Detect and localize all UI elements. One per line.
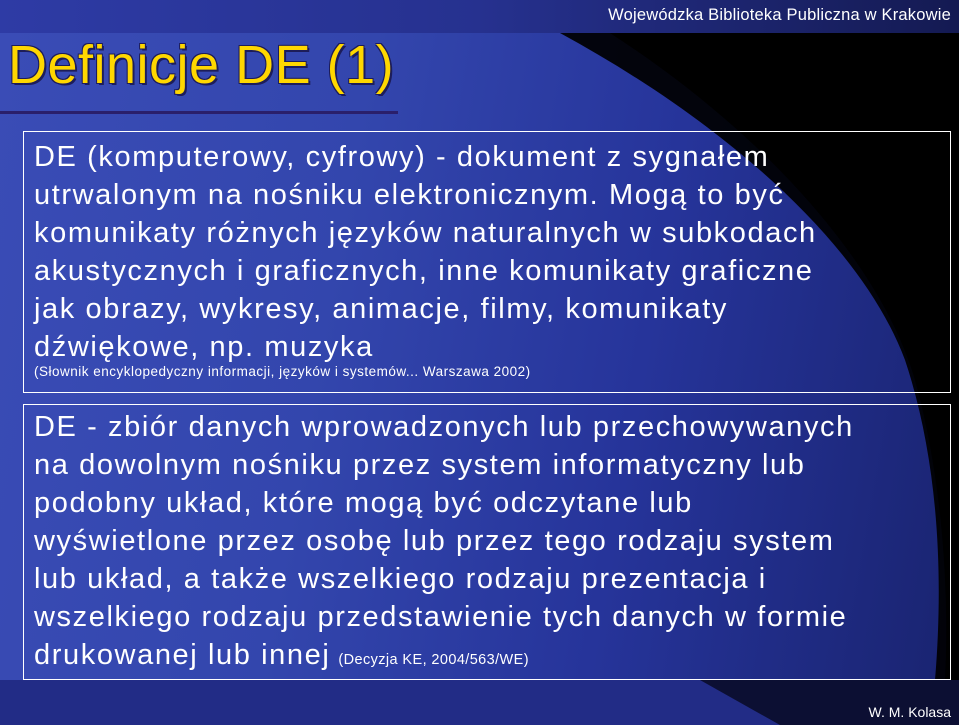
- slide-title: Definicje DE (1): [8, 35, 395, 95]
- author-credit: W. M. Kolasa: [868, 704, 951, 720]
- definition-1-citation: (Słownik encyklopedyczny informacji, języków i systemów... Warszawa 2002): [34, 364, 531, 379]
- header-bar: [0, 0, 959, 33]
- definition-2-text: [34, 408, 854, 674]
- institution-name: Wojewódzka Biblioteka Publiczna w Krakowie: [608, 6, 951, 24]
- definition-box-2: [23, 404, 951, 680]
- title-underline: [0, 111, 398, 114]
- definition-2-line: lub układ, a także wszelkiego rodzaju prezentacja i: [34, 563, 767, 595]
- definition-2-line: podobny układ, które mogą być odczytane lub: [34, 487, 693, 519]
- definition-1-line: DE (komputerowy, cyfrowy) - dokument z sygnałem: [34, 141, 770, 173]
- definition-1-line: akustycznych i graficznych, inne komunikaty graficzne: [34, 255, 814, 287]
- definition-1-line: utrwalonym na nośniku elektronicznym. Mogą to być: [34, 179, 785, 211]
- definition-1-line: dźwiękowe, np. muzyka: [34, 331, 374, 363]
- definition-box-1: [23, 131, 951, 393]
- definition-1-text: [34, 138, 817, 366]
- definition-2-line: wyświetlone przez osobę lub przez tego rodzaju system: [34, 525, 835, 557]
- definition-1-line: jak obrazy, wykresy, animacje, filmy, komunikaty: [34, 293, 729, 325]
- definition-2-line: wszelkiego rodzaju przedstawienie tych danych w formie: [34, 601, 848, 633]
- definition-2-last-line: [34, 636, 854, 674]
- definition-2-line: DE - zbiór danych wprowadzonych lub przechowywanych: [34, 411, 854, 443]
- definition-2-line: na dowolnym nośniku przez system informatyczny lub: [34, 449, 806, 481]
- definition-2-line: drukowanej lub innej: [34, 639, 331, 671]
- definition-1-line: komunikaty różnych języków naturalnych w subkodach: [34, 217, 817, 249]
- definition-2-citation: (Decyzja KE, 2004/563/WE): [338, 652, 529, 668]
